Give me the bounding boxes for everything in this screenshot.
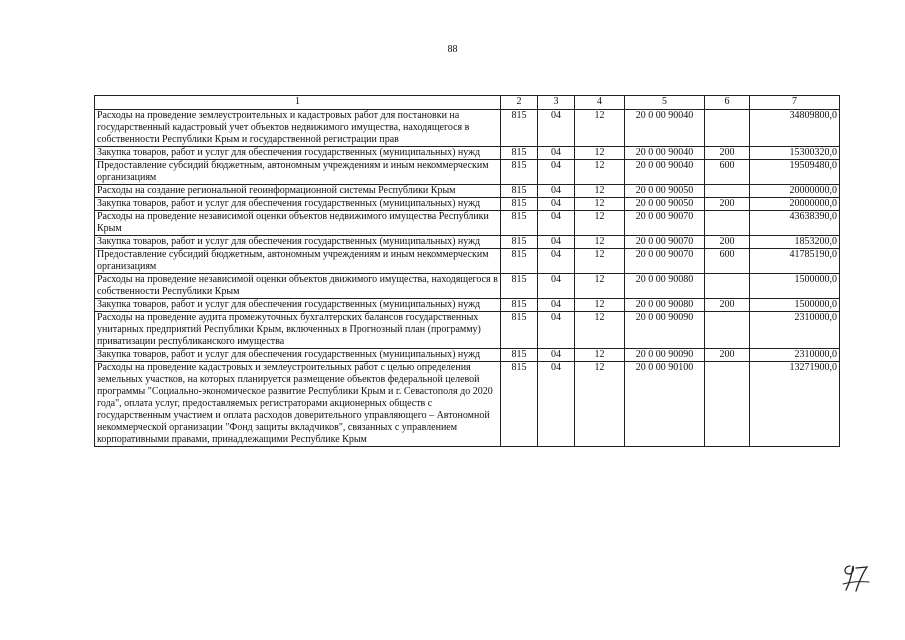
row-col-6 [705,185,750,198]
row-col-2: 815 [501,249,538,274]
row-col-2: 815 [501,274,538,299]
row-amount: 19509480,0 [750,160,840,185]
budget-table [94,95,840,447]
row-col-4: 12 [575,147,625,160]
handwritten-signature [841,560,871,594]
row-col-5: 20 0 00 90080 [625,299,705,312]
table-row [95,198,840,211]
row-col-5: 20 0 00 90070 [625,249,705,274]
row-col-6: 200 [705,236,750,249]
row-col-2: 815 [501,185,538,198]
header-row [95,96,840,110]
row-col-3: 04 [538,312,575,349]
row-col-6: 600 [705,249,750,274]
col-header-4: 4 [575,96,625,110]
row-col-6: 200 [705,349,750,362]
row-col-5: 20 0 00 90100 [625,362,705,447]
row-col-5: 20 0 00 90050 [625,185,705,198]
col-header-6: 6 [705,96,750,110]
table-row [95,249,840,274]
row-col-5: 20 0 00 90090 [625,312,705,349]
row-col-2: 815 [501,312,538,349]
col-header-3: 3 [538,96,575,110]
row-col-2: 815 [501,362,538,447]
row-description: Закупка товаров, работ и услуг для обеспечения государственных (муниципальных) нужд [95,147,501,160]
row-amount: 34809800,0 [750,110,840,147]
row-col-3: 04 [538,211,575,236]
row-description: Расходы на проведение независимой оценки объектов движимого имущества, находящегося в собственности Республики Крым [95,274,501,299]
row-amount: 1853200,0 [750,236,840,249]
row-col-5: 20 0 00 90070 [625,236,705,249]
row-description: Закупка товаров, работ и услуг для обеспечения государственных (муниципальных) нужд [95,236,501,249]
col-header-7: 7 [750,96,840,110]
row-col-3: 04 [538,198,575,211]
row-col-6 [705,211,750,236]
row-col-6: 200 [705,147,750,160]
table-row [95,362,840,447]
row-amount: 1500000,0 [750,274,840,299]
row-col-4: 12 [575,185,625,198]
row-col-5: 20 0 00 90040 [625,110,705,147]
row-description: Расходы на проведение аудита промежуточных бухгалтерских балансов государственных унитарных предприятий Республики Крым, включенных в Прогнозный план (программу) приватизации республиканского имущества [95,312,501,349]
table-row [95,147,840,160]
table-row [95,274,840,299]
table-row [95,349,840,362]
row-col-3: 04 [538,274,575,299]
row-col-6: 200 [705,299,750,312]
row-col-4: 12 [575,274,625,299]
row-amount: 41785190,0 [750,249,840,274]
row-amount: 15300320,0 [750,147,840,160]
row-amount: 20000000,0 [750,198,840,211]
row-description: Расходы на проведение кадастровых и землеустроительных работ с целью определения земельных участков, на которых планируется размещение объектов федеральной целевой программы "Социально-экономическое развитие Республики Крым и г. Севастополя до 2020 года", оплата услуг, предоставляемых регистраторами акционерных обществ с государственным участием и оплата расходов доверительного управляющего – Автономной некоммерческой организации "Фонд защиты вкладчиков", связанных с управлением корпоративными правами, принадлежащими Республике Крым [95,362,501,447]
row-col-3: 04 [538,299,575,312]
row-col-6 [705,362,750,447]
table-row [95,185,840,198]
row-col-4: 12 [575,236,625,249]
table-row [95,160,840,185]
row-description: Закупка товаров, работ и услуг для обеспечения государственных (муниципальных) нужд [95,299,501,312]
col-header-5: 5 [625,96,705,110]
row-col-5: 20 0 00 90040 [625,147,705,160]
row-col-3: 04 [538,362,575,447]
table-row [95,299,840,312]
row-col-4: 12 [575,211,625,236]
table-row [95,110,840,147]
row-description: Расходы на создание региональной геоинформационной системы Республики Крым [95,185,501,198]
row-col-5: 20 0 00 90080 [625,274,705,299]
row-col-3: 04 [538,160,575,185]
table-row [95,236,840,249]
row-col-6: 600 [705,160,750,185]
row-col-4: 12 [575,312,625,349]
row-col-3: 04 [538,185,575,198]
row-description: Предоставление субсидий бюджетным, автономным учреждениям и иным некоммерческим организациям [95,160,501,185]
table-row [95,211,840,236]
row-col-4: 12 [575,349,625,362]
row-amount: 43638390,0 [750,211,840,236]
row-col-2: 815 [501,349,538,362]
col-header-1: 1 [95,96,501,110]
row-col-2: 815 [501,160,538,185]
row-description: Расходы на проведение независимой оценки объектов недвижимого имущества Республики Крым [95,211,501,236]
row-description: Расходы на проведение землеустроительных и кадастровых работ для постановки на государственный кадастровый учет объектов недвижимого имущества, находящегося в собственности Республики Крым и государственной регистрации прав [95,110,501,147]
row-col-5: 20 0 00 90070 [625,211,705,236]
row-amount: 1500000,0 [750,299,840,312]
row-col-4: 12 [575,160,625,185]
row-col-4: 12 [575,299,625,312]
row-amount: 2310000,0 [750,349,840,362]
row-col-5: 20 0 00 90050 [625,198,705,211]
row-col-2: 815 [501,236,538,249]
row-col-6: 200 [705,198,750,211]
row-col-6 [705,274,750,299]
row-col-6 [705,110,750,147]
row-col-3: 04 [538,349,575,362]
row-col-2: 815 [501,211,538,236]
row-col-3: 04 [538,249,575,274]
row-col-4: 12 [575,362,625,447]
row-amount: 20000000,0 [750,185,840,198]
row-col-3: 04 [538,147,575,160]
row-col-4: 12 [575,110,625,147]
row-col-5: 20 0 00 90090 [625,349,705,362]
row-col-4: 12 [575,249,625,274]
row-description: Предоставление субсидий бюджетным, автономным учреждениям и иным некоммерческим организациям [95,249,501,274]
row-col-6 [705,312,750,349]
row-description: Закупка товаров, работ и услуг для обеспечения государственных (муниципальных) нужд [95,198,501,211]
row-col-5: 20 0 00 90040 [625,160,705,185]
row-col-2: 815 [501,198,538,211]
col-header-2: 2 [501,96,538,110]
row-col-3: 04 [538,110,575,147]
table-row [95,312,840,349]
page-number: 88 [447,44,458,55]
row-col-2: 815 [501,110,538,147]
row-description: Закупка товаров, работ и услуг для обеспечения государственных (муниципальных) нужд [95,349,501,362]
row-col-4: 12 [575,198,625,211]
row-amount: 13271900,0 [750,362,840,447]
row-col-2: 815 [501,299,538,312]
row-col-3: 04 [538,236,575,249]
row-amount: 2310000,0 [750,312,840,349]
row-col-2: 815 [501,147,538,160]
